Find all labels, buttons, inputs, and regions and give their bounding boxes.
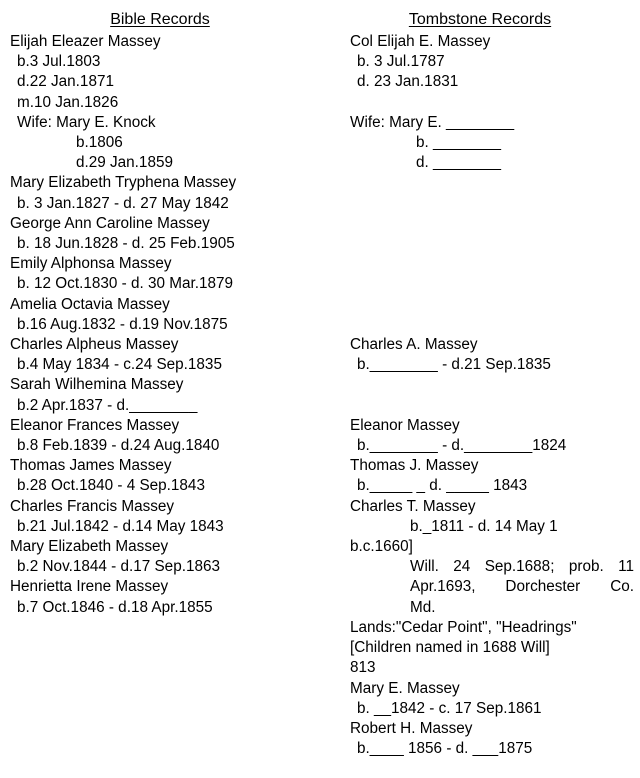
record-line: b._1811 - d. 14 May 1 <box>410 517 558 535</box>
record-line: b.________ - d.________1824 <box>357 437 567 455</box>
record-line: Charles A. Massey <box>350 336 478 354</box>
record-line: Eleanor Massey <box>350 416 460 434</box>
record-line: b.3 Jul.1803 <box>17 53 101 71</box>
record-spacer-line <box>350 214 636 234</box>
record-line: Lands:"Cedar Point", "Headrings" <box>350 618 577 636</box>
record-line: b. 3 Jan.1827 - d. 27 May 1842 <box>17 194 229 212</box>
record-line: d. ________ <box>416 154 502 172</box>
record-line: d.22 Jan.1871 <box>17 73 114 91</box>
record-line: d. 23 Jan.1831 <box>357 73 459 91</box>
record-line: b.c.1660] <box>350 538 413 556</box>
record-spacer-line <box>350 194 636 214</box>
record-spacer-line <box>350 375 636 395</box>
record-line: Eleanor Frances Massey <box>10 416 180 434</box>
record-line: b.7 Oct.1846 - d.18 Apr.1855 <box>17 598 213 616</box>
tombstone-records-heading-text: Tombstone Records <box>408 11 552 28</box>
record-spacer-line <box>350 173 636 193</box>
record-line: Md. <box>410 598 436 616</box>
record-line: Elijah Eleazer Massey <box>10 33 161 50</box>
record-line: b. __1842 - c. 17 Sep.1861 <box>357 699 542 717</box>
record-spacer-line <box>350 315 636 335</box>
record-spacer-line <box>350 295 636 315</box>
record-spacer-line <box>350 396 636 416</box>
record-spacer-line <box>350 234 636 254</box>
record-line: b. 3 Jul.1787 <box>357 53 445 71</box>
bible-records-heading <box>0 0 320 30</box>
record-line: Charles Francis Massey <box>10 497 175 515</box>
record-line: Mary Elizabeth Massey <box>10 538 169 556</box>
record-line: 813 <box>350 659 376 677</box>
record-line: Charles Alpheus Massey <box>10 336 179 354</box>
record-line: b.________ - d.21 Sep.1835 <box>357 356 551 374</box>
record-line: b._____ _ d. _____ 1843 <box>357 477 528 495</box>
record-line: Sarah Wilhemina Massey <box>10 376 184 394</box>
record-line: d.29 Jan.1859 <box>76 154 173 172</box>
record-line: Henrietta Irene Massey <box>10 578 169 596</box>
record-line: Wife: Mary E. Knock <box>17 113 156 131</box>
record-line: m.10 Jan.1826 <box>17 93 119 111</box>
record-line: b.1806 <box>76 134 123 152</box>
record-line: b. 12 Oct.1830 - d. 30 Mar.1879 <box>17 275 233 293</box>
record-line: b. 18 Jun.1828 - d. 25 Feb.1905 <box>17 235 235 253</box>
record-line: Emily Alphonsa Massey <box>10 255 172 273</box>
record-line: b.28 Oct.1840 - 4 Sep.1843 <box>17 477 205 495</box>
record-line: b.4 May 1834 - c.24 Sep.1835 <box>17 356 222 374</box>
record-line: b.2 Apr.1837 - d.________ <box>17 396 198 414</box>
record-line: b.____ 1856 - d. ___1875 <box>357 740 533 758</box>
record-line: Will. 24 Sep.1688; prob. 11 <box>410 558 634 576</box>
record-line: Wife: Mary E. ________ <box>350 113 515 131</box>
tombstone-records-column <box>320 0 640 778</box>
record-line: Charles T. Massey <box>350 497 476 515</box>
record-line: Robert H. Massey <box>350 719 473 737</box>
record-line: Mary E. Massey <box>350 679 460 697</box>
tombstone-records-entries <box>320 32 640 759</box>
record-line: Thomas James Massey <box>10 457 172 475</box>
tombstone-records-heading <box>320 0 640 30</box>
record-spacer-line <box>350 254 636 274</box>
record-line: George Ann Caroline Massey <box>10 214 210 232</box>
record-line: b. ________ <box>416 134 502 152</box>
record-line: b.16 Aug.1832 - d.19 Nov.1875 <box>17 315 228 333</box>
record-line: Mary Elizabeth Tryphena Massey <box>10 174 237 192</box>
record-line: [Children named in 1688 Will] <box>350 639 550 657</box>
record-line: Thomas J. Massey <box>350 457 479 475</box>
bible-records-heading-text: Bible Records <box>110 11 210 28</box>
record-line: Col Elijah E. Massey <box>350 33 491 50</box>
record-line: b.8 Feb.1839 - d.24 Aug.1840 <box>17 437 220 455</box>
record-line: b.21 Jul.1842 - d.14 May 1843 <box>17 517 224 535</box>
record-line: b.2 Nov.1844 - d.17 Sep.1863 <box>17 558 220 576</box>
bible-records-entries <box>0 32 320 618</box>
record-line: Amelia Octavia Massey <box>10 295 170 313</box>
record-spacer-line <box>350 274 636 294</box>
record-line: Apr.1693, Dorchester Co. <box>410 578 634 596</box>
record-spacer-line <box>350 93 636 113</box>
